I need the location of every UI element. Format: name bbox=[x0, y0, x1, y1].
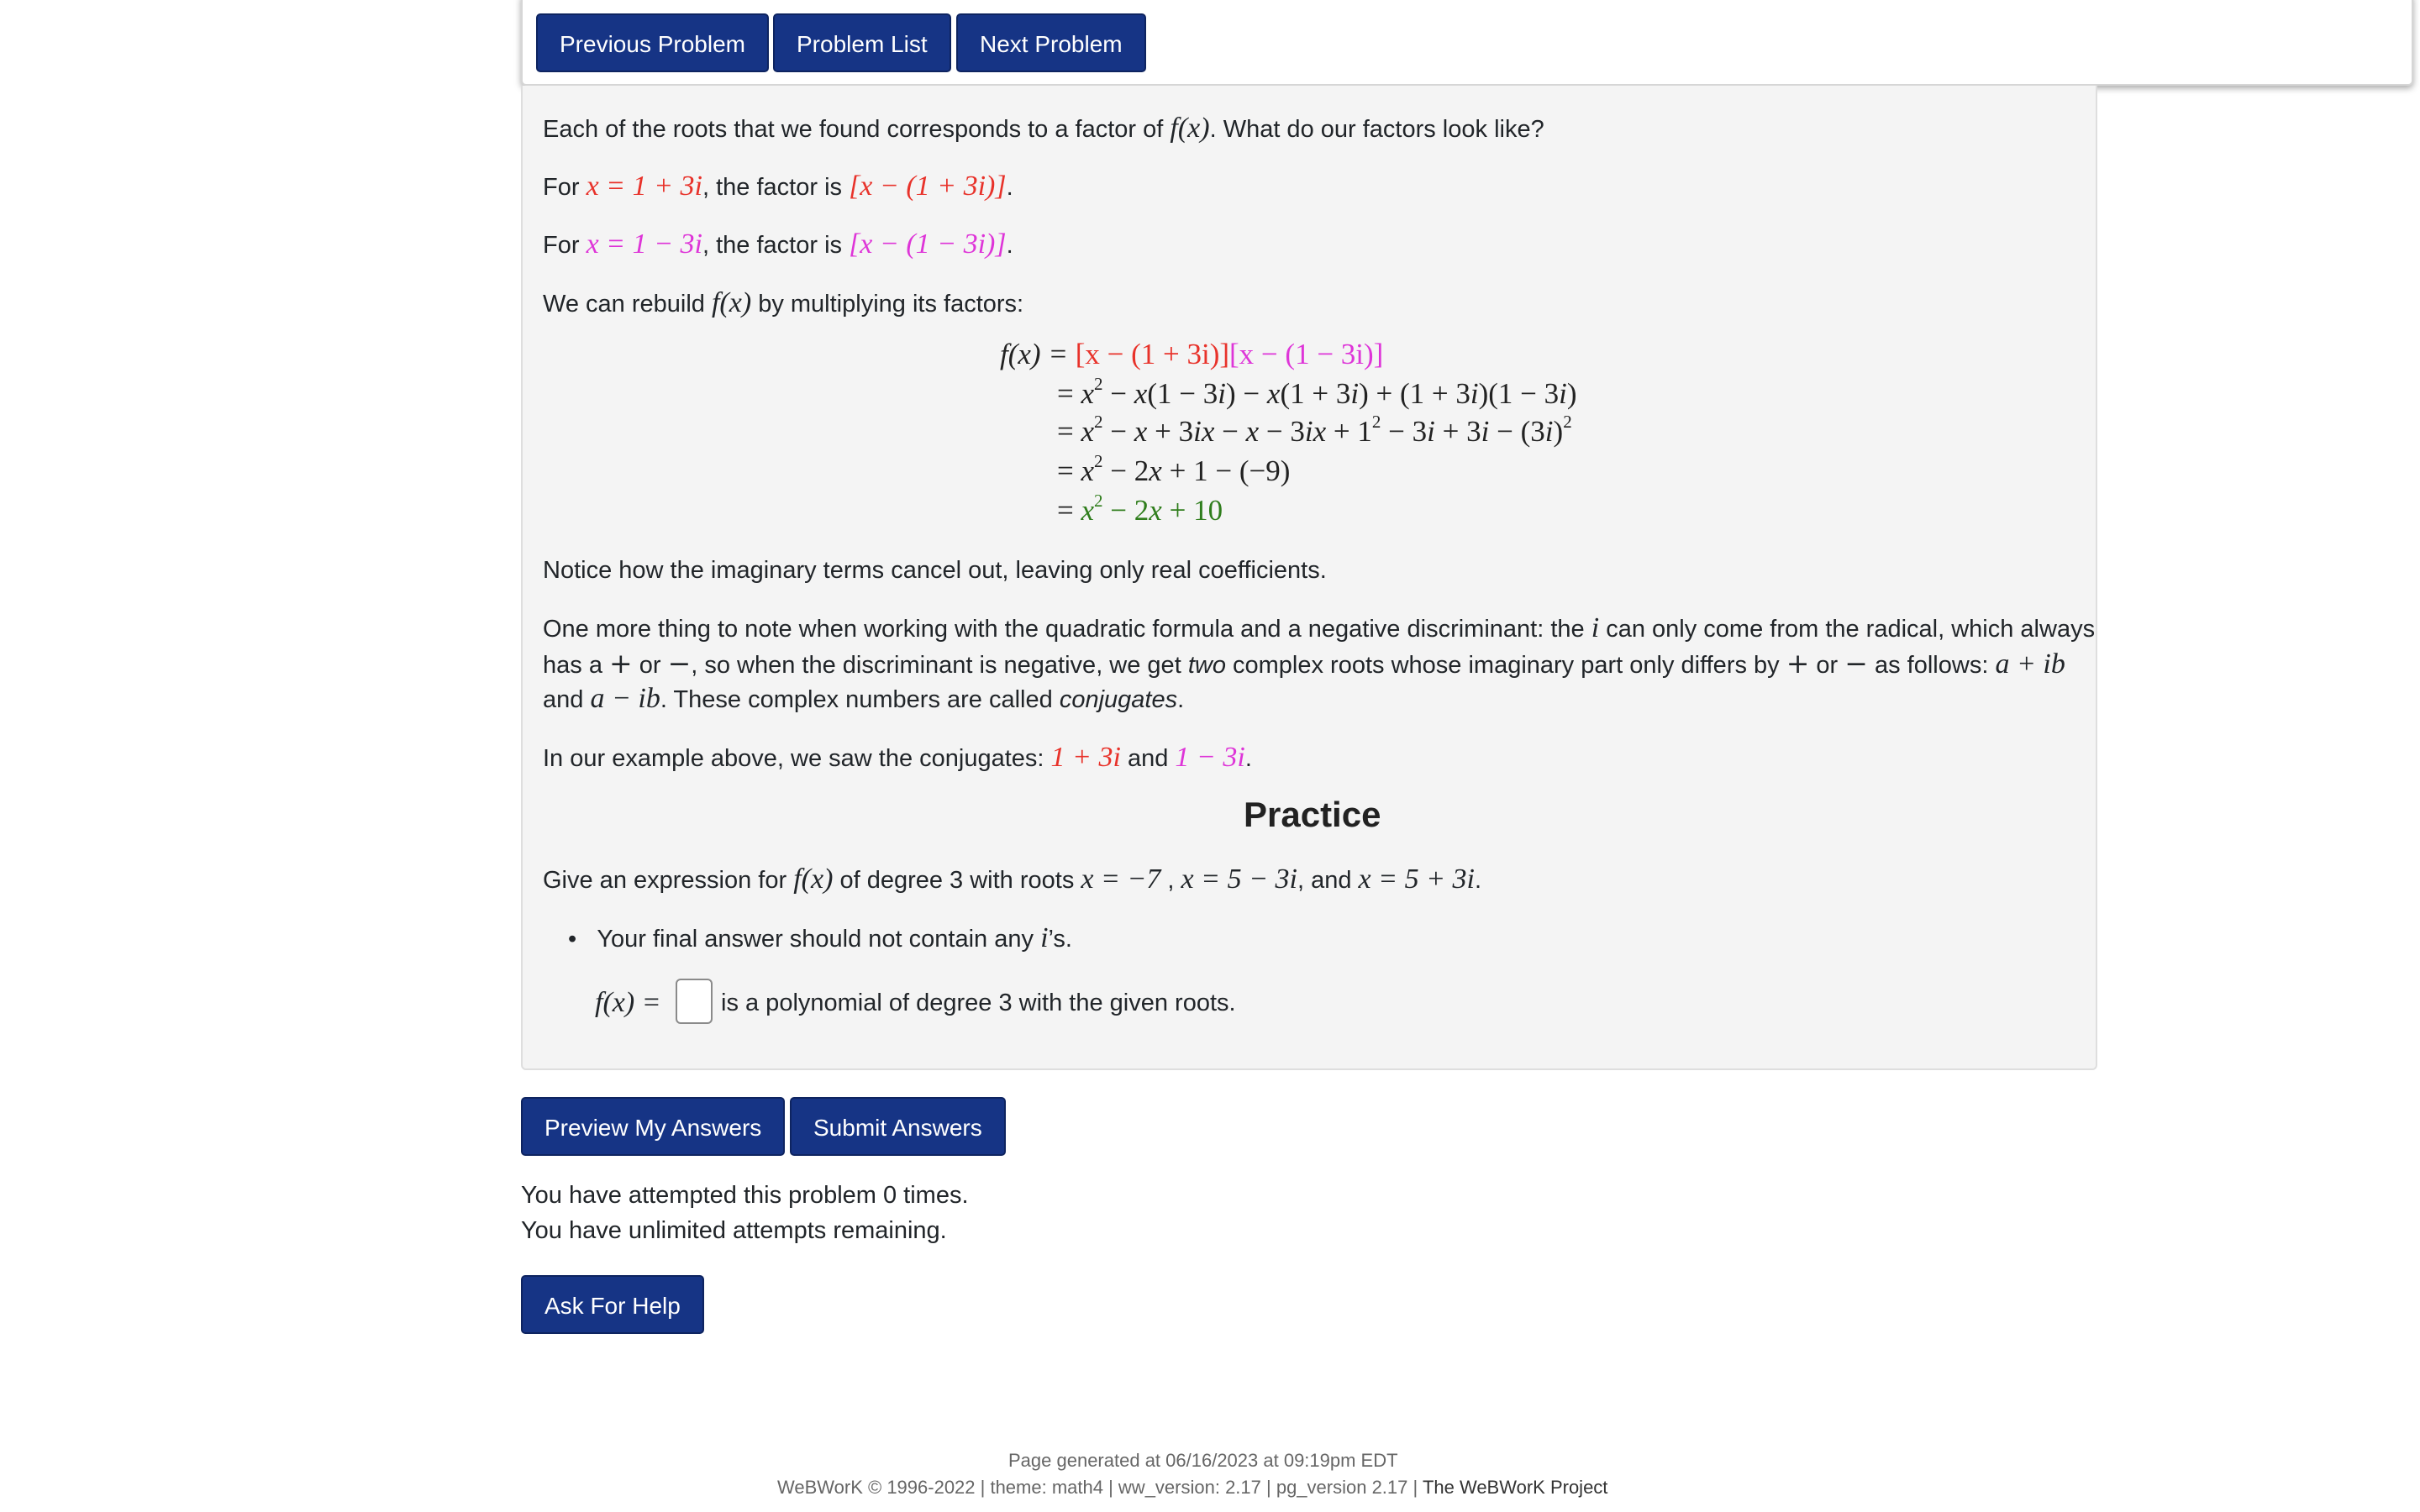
ask-for-help-button[interactable]: Ask For Help bbox=[521, 1275, 704, 1334]
equation-line-5: = $x^2 - 2x + 10$ bbox=[1057, 491, 1223, 527]
equation-line-4: = $x^2 - 2x + 1 - (-9)$ bbox=[1057, 451, 1291, 487]
answer-label: f(x) = bbox=[595, 987, 661, 1018]
note-line-3: and a − ib. These complex numbers are called conjugates. bbox=[543, 683, 1185, 714]
answer-input[interactable] bbox=[676, 979, 713, 1024]
practice-heading: Practice bbox=[1244, 795, 1381, 834]
equation-line-3: = $x^2 - x + 3ix - x - 3ix + 1^2 - 3i + 3i - (3i)^2$ bbox=[1057, 412, 1572, 448]
rebuild-text: We can rebuild f(x) by multiplying its factors: bbox=[543, 287, 1024, 318]
note-line-1: One more thing to note when working with the quadratic formula and a negative discriminant: the i can only come from the radical, which always bbox=[543, 612, 2096, 643]
submit-answers-button[interactable]: Submit Answers bbox=[790, 1097, 1006, 1156]
attempts-remaining-text: You have unlimited attempts remaining. bbox=[521, 1217, 947, 1244]
problem-list-button[interactable]: Problem List bbox=[773, 13, 951, 72]
factor-line-1: For x = 1 + 3i, the factor is [x − (1 + 3i)]. bbox=[543, 171, 1013, 202]
page-generated-text: Page generated at 06/16/2023 at 09:19pm EDT bbox=[1008, 1450, 1398, 1471]
equation-line-2: = $x^2 - x(1 - 3i) - x(1 + 3i) + (1 + 3i)(1 - 3i)$ bbox=[1057, 374, 1577, 410]
conjugates-example-text: In our example above, we saw the conjugates: 1 + 3i and 1 − 3i. bbox=[543, 742, 1252, 773]
preview-answers-button[interactable]: Preview My Answers bbox=[521, 1097, 785, 1156]
answer-suffix-text: is a polynomial of degree 3 with the given roots. bbox=[721, 990, 1236, 1016]
notice-text: Notice how the imaginary terms cancel out, leaving only real coefficients. bbox=[543, 557, 1327, 584]
webwork-project-link[interactable]: The WeBWorK Project bbox=[1422, 1477, 1608, 1498]
factor-line-2: For x = 1 − 3i, the factor is [x − (1 − 3i)]. bbox=[543, 228, 1013, 260]
attempts-text: You have attempted this problem 0 times. bbox=[521, 1182, 969, 1209]
practice-question: Give an expression for f(x) of degree 3 with roots x = −7 , x = 5 − 3i, and x = 5 + 3i. bbox=[543, 864, 1482, 895]
practice-bullet: • Your final answer should not contain any i’s. bbox=[568, 922, 1072, 953]
equation-line-1: f(x) = [x − (1 + 3i)][x − (1 − 3i)] bbox=[1000, 338, 1384, 370]
note-line-2: has a + or −, so when the discriminant is negative, we get two complex roots whose imaginary part only differs by + or − as follows: a + ib bbox=[543, 647, 2065, 680]
footer-meta: WeBWorK © 1996-2022 | theme: math4 | ww_version: 2.17 | pg_version 2.17 | The WeBWorK Project bbox=[777, 1477, 1608, 1498]
previous-problem-button[interactable]: Previous Problem bbox=[536, 13, 769, 72]
problem-navigation-bar bbox=[521, 0, 2413, 86]
factors-intro-text: Each of the roots that we found corresponds to a factor of f(x). What do our factors look like? bbox=[543, 113, 1544, 144]
next-problem-button[interactable]: Next Problem bbox=[956, 13, 1146, 72]
